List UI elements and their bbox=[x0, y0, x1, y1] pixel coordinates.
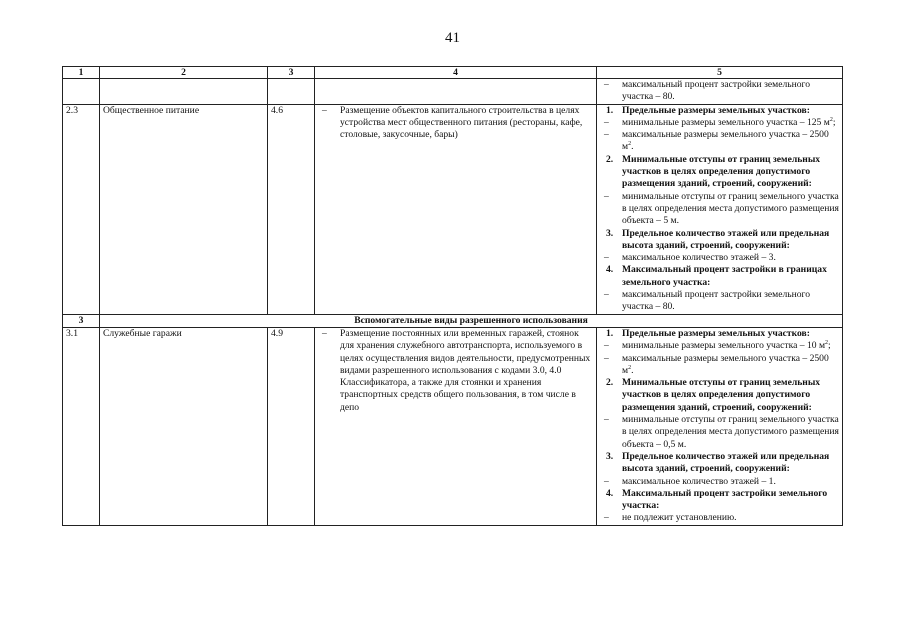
use-description: – Размещение объектов капитального строительства в целях устройства мест общественного питания (рестораны, кафе, столовые, закусочные, бары) bbox=[315, 104, 597, 314]
param-item: – максимальное количество этажей – 3. bbox=[604, 252, 776, 264]
table-row bbox=[63, 327, 843, 525]
use-name: Служебные гаражи bbox=[100, 327, 268, 525]
param-item: – минимальные отступы от границ земельного участка в целях определения места допустимого размещения объекта – 0,5 м. bbox=[604, 414, 839, 450]
use-code: 4.9 bbox=[268, 327, 315, 525]
table-row bbox=[63, 104, 843, 314]
param-heading: 4. Максимальный процент застройки в границах земельного участка: bbox=[606, 264, 827, 288]
param-heading: 1. Предельные размеры земельных участков: bbox=[606, 327, 810, 339]
column-header-2: 2 bbox=[100, 67, 268, 79]
section-number: 3 bbox=[63, 314, 100, 327]
page-number: 41 bbox=[445, 30, 460, 46]
param-item: – максимальный процент застройки земельного участка – 80. bbox=[604, 289, 811, 313]
section-title: Вспомогательные виды разрешенного использования bbox=[100, 314, 843, 327]
param-item: – минимальные отступы от границ земельного участка в целях определения места допустимого размещения объекта – 5 м. bbox=[604, 190, 839, 227]
param-item: – не подлежит установлению. bbox=[604, 512, 737, 524]
header-row bbox=[63, 67, 843, 79]
param-item: – максимальные размеры земельного участка – 2500 $м^2$. bbox=[604, 129, 829, 153]
section-row bbox=[63, 314, 843, 327]
param-heading: 4. Максимальный процент застройки земельного участка: bbox=[606, 487, 828, 512]
use-name: Общественное питание bbox=[100, 104, 268, 314]
param-heading: 3. Предельное количество этажей или предельная высота зданий, строений, сооружений: bbox=[606, 450, 830, 475]
continuation-params bbox=[597, 79, 843, 105]
param-item: – минимальные размеры земельного участка – 125 $м^2$; bbox=[604, 116, 836, 128]
column-header-4: 4 bbox=[315, 67, 597, 79]
column-header-1: 1 bbox=[63, 67, 100, 79]
use-description: – Размещение постоянных или временных гаражей, стоянок для хранения служебного автотранспорта, используемого в целях осуществления видов деятельности, предусмотренных видами разрешенного использования с кодами 3.0, 4.0 Классификатора, а также для стоянки и хранения транспортных средств общего пользования, в том числе в депо bbox=[315, 327, 597, 525]
use-code: 4.6 bbox=[268, 104, 315, 314]
row-number: 2.3 bbox=[63, 104, 100, 314]
row-number: 3.1 bbox=[63, 327, 100, 525]
param-item: – максимальные размеры земельного участка – 2500 $м^2$. bbox=[604, 352, 829, 376]
continuation-row bbox=[63, 79, 843, 105]
param-item: – максимальное количество этажей – 1. bbox=[604, 475, 776, 487]
param-item: – минимальные размеры земельного участка – 10 $м^2$; bbox=[604, 340, 831, 352]
param-heading: 3. Предельное количество этажей или предельная высота зданий, строений, сооружений: bbox=[606, 227, 830, 251]
use-parameters bbox=[597, 104, 843, 314]
column-header-3: 3 bbox=[268, 67, 315, 79]
param-heading: 1. Предельные размеры земельных участков: bbox=[606, 104, 810, 116]
use-parameters bbox=[597, 327, 843, 525]
param-heading: 2. Минимальные отступы от границ земельных участков в целях определения допустимого размещения зданий, строений, сооружений: bbox=[606, 153, 821, 190]
column-header-5: 5 bbox=[597, 67, 843, 79]
param-item: – максимальный процент застройки земельного участка – 80. bbox=[604, 79, 811, 103]
param-heading: 2. Минимальные отступы от границ земельных участков в целях определения допустимого размещения зданий, строений, сооружений: bbox=[606, 377, 821, 413]
regulations-table bbox=[62, 66, 843, 526]
